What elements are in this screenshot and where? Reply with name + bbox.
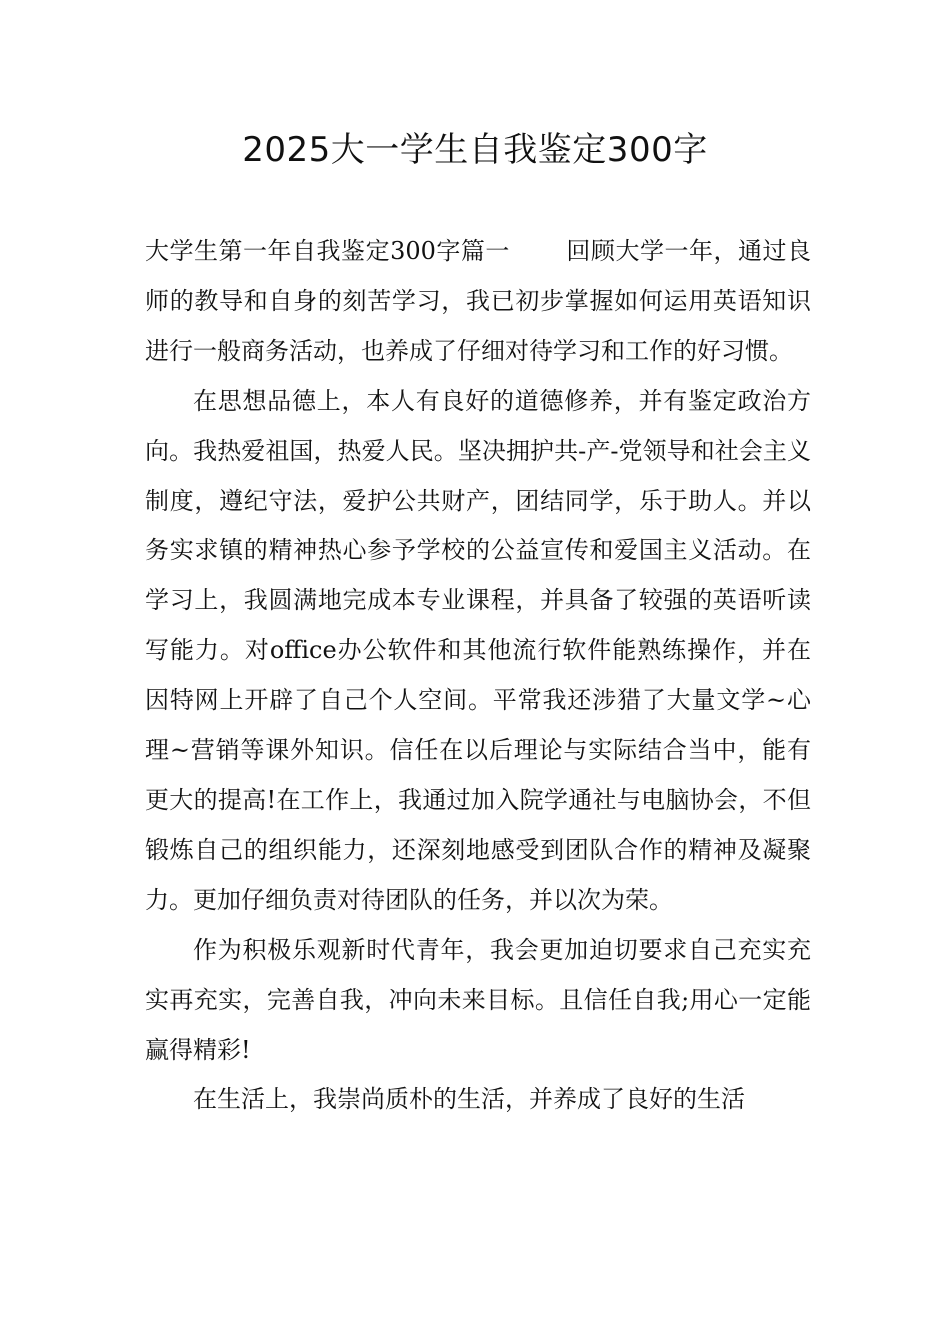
intro-text: 回顾大学一年，通过良师的教导和自身的刻苦学习，我已初步掌握如何运用英语知识进行一般商务活动，也养成了仔细对待学习和工作的好习惯。 — [145, 237, 811, 365]
paragraph-ideology-study-work: 在思想品德上，本人有良好的道德修养，并有鉴定政治方向。我热爱祖国，热爱人民。坚决拥护共-产-党领导和社会主义制度，遵纪守法，爱护公共财产，团结同学，乐于助人。并以务实求镇的精神热心参予学校的公益宣传和爱国主义活动。在学习上，我圆满地完成本专业课程，并具备了较强的英语听读写能力。对office办公软件和其他流行软件能熟练操作，并在因特网上开辟了自己个人空间。平常我还涉猎了大量文学~心理~营销等课外知识。信任在以后理论与实际结合当中，能有更大的提高!在工作上，我通过加入院学通社与电脑协会，不但锻炼自己的组织能力，还深刻地感受到团队合作的精神及凝聚力。更加仔细负责对待团队的任务，并以次为荣。 — [145, 386, 811, 914]
intro-paragraph — [145, 227, 811, 377]
paragraph-outlook: 作为积极乐观新时代青年，我会更加迫切要求自己充实充实再充实，完善自我，冲向未来目标。且信任自我;用心一定能赢得精彩! — [145, 935, 811, 1064]
document-body — [145, 227, 811, 1125]
intro-heading: 大学生第一年自我鉴定300字篇一 — [145, 237, 510, 265]
document-title: 2025大一学生自我鉴定300字 — [242, 130, 708, 170]
paragraph-life: 在生活上，我崇尚质朴的生活，并养成了良好的生活 — [193, 1085, 745, 1114]
